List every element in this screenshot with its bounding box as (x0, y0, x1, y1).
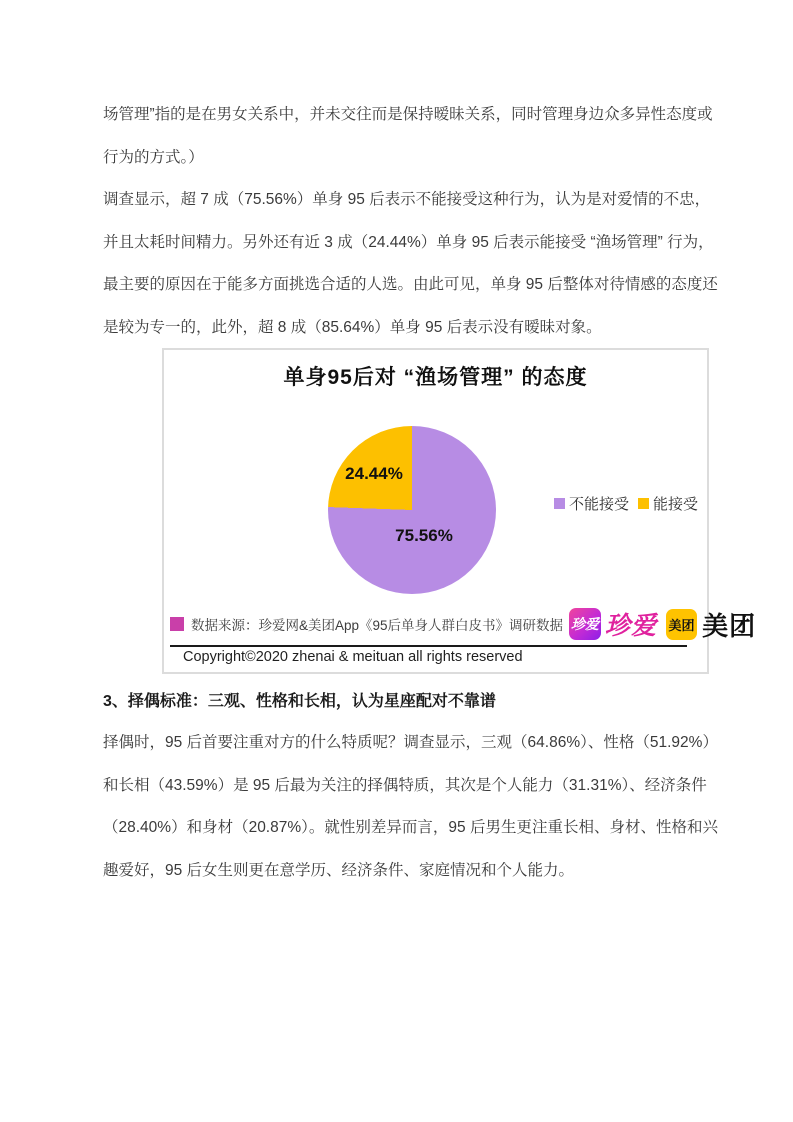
paragraph-line: 是较为专一的，此外，超 8 成（85.64%）单身 95 后表示没有暧昧对象。 (103, 318, 602, 336)
zhenai-icon-text: 珍爱 (571, 616, 600, 632)
legend-item-reject (554, 493, 629, 514)
legend-swatch-gold-icon (638, 498, 649, 509)
section-paragraphs (103, 722, 718, 892)
legend-swatch-purple-icon (554, 498, 565, 509)
paragraph-line: 场管理”指的是在男女关系中，并未交往而是保持暧昧关系，同时管理身边众多异性态度或 (103, 106, 713, 123)
paragraph-line: 并且太耗时间精力。另外还有近 3 成（24.44%）单身 95 后表示能接受 “渔场管理” 行为， (103, 233, 714, 251)
paragraph-line: 和长相（43.59%）是 95 后最为关注的择偶特质，其次是个人能力（31.31%）、经济条件 (103, 776, 707, 794)
paragraph-line: 趣爱好，95 后女生则更在意学历、经济条件、家庭情况和个人能力。 (103, 861, 575, 879)
divider-line (170, 645, 687, 647)
paragraph-line: （28.40%）和身材（20.87%）。就性别差异而言，95 后男生更注重长相、身材、性格和兴 (103, 819, 718, 836)
pie-label-reject: 75.56% (395, 526, 453, 545)
source-note: 数据来源：珍爱网&美团App《95后单身人群白皮书》调研数据 (191, 618, 564, 633)
copyright-text: Copyright©2020 zhenai & meituan all rights reserved (183, 649, 523, 665)
pie-label-accept: 24.44% (345, 464, 403, 483)
pie-chart-figure (162, 348, 757, 674)
pie-chart (328, 426, 496, 594)
paragraph-line: 择偶时，95 后首要注重对方的什么特质呢？调查显示，三观（64.86%）、性格（51.92%） (103, 734, 718, 751)
zhenai-app-icon (569, 608, 601, 640)
source-swatch-icon (170, 617, 184, 631)
paragraph-line: 最主要的原因在于能多方面挑选合适的人选。由此可见，单身 95 后整体对待情感的态度还 (103, 276, 718, 293)
legend-label: 能接受 (653, 495, 699, 513)
legend-label: 不能接受 (569, 495, 630, 513)
chart-legend (554, 492, 698, 514)
paragraph-line: 调查显示，超 7 成（75.56%）单身 95 后表示不能接受这种行为，认为是对爱情的不忠， (103, 191, 711, 208)
meituan-icon-text: 美团 (668, 617, 695, 633)
zhenai-wordmark: 珍爱 (605, 612, 658, 640)
section-heading: 3、择偶标准：三观、性格和长相，认为星座配对不靠谱 (103, 693, 496, 710)
paragraph-line: 行为的方式。） (103, 148, 204, 166)
legend-item-accept (638, 493, 698, 514)
chart-title: 单身95后对 “渔场管理” 的态度 (283, 366, 588, 389)
meituan-app-icon (666, 609, 697, 640)
intro-paragraphs (103, 94, 718, 349)
meituan-wordmark: 美团 (702, 610, 757, 641)
source-row (170, 604, 757, 644)
